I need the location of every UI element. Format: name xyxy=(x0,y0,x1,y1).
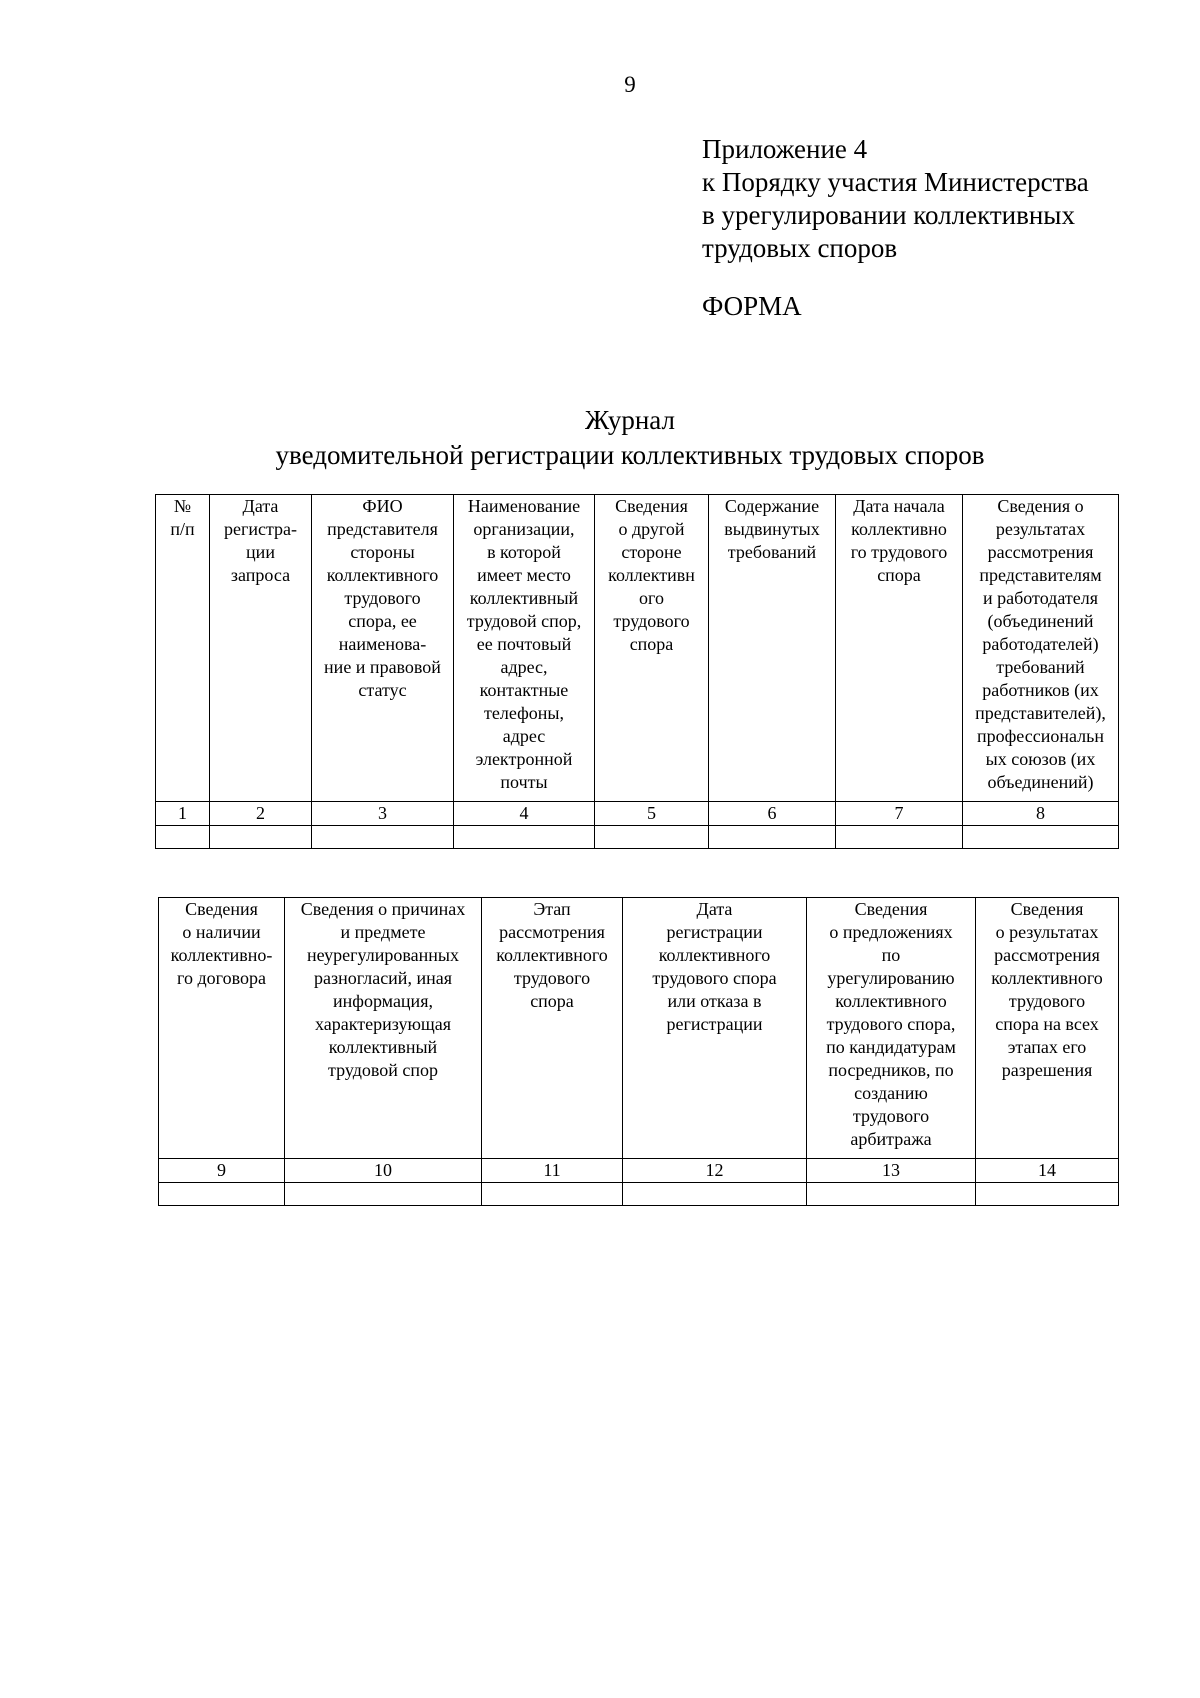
empty-cell xyxy=(210,826,312,849)
empty-cell xyxy=(976,1183,1119,1206)
header-cell-collective-agreement: Сведения о наличии коллективно- го договора xyxy=(159,898,285,1159)
column-number: 9 xyxy=(159,1159,285,1183)
header-cell-employer-results: Сведения о результатах рассмотрения представителям и работодателя (объединений работодателей) требований работников (их представителей), профессиональн ых союзов (их объединений) xyxy=(963,495,1119,802)
appendix-line: к Порядку участия Министерства xyxy=(702,167,1089,197)
appendix-line: Приложение 4 xyxy=(702,134,868,164)
empty-cell xyxy=(595,826,709,849)
empty-row xyxy=(156,826,1119,849)
empty-cell xyxy=(159,1183,285,1206)
header-cell-registration-date: Дата регистрации коллективного трудового спора или отказа в регистрации xyxy=(623,898,807,1159)
empty-cell xyxy=(454,826,595,849)
empty-cell xyxy=(963,826,1119,849)
header-cell-organization: Наименование организации, в которой имеет место коллективный трудовой спор, ее почтовый адрес, контактные телефоны, адрес электронной почты xyxy=(454,495,595,802)
appendix-block xyxy=(702,133,1182,265)
empty-cell xyxy=(623,1183,807,1206)
column-number: 8 xyxy=(963,802,1119,826)
header-cell-stage: Этап рассмотрения коллективного трудового спора xyxy=(482,898,623,1159)
column-number: 4 xyxy=(454,802,595,826)
header-cell-proposals: Сведения о предложениях по урегулированию коллективного трудового спора, по кандидатурам посредников, по созданию трудового арбитража xyxy=(807,898,976,1159)
column-number: 14 xyxy=(976,1159,1119,1183)
form-label: ФОРМА xyxy=(702,291,802,321)
journal-title: Журнал xyxy=(584,405,676,435)
column-number: 11 xyxy=(482,1159,623,1183)
header-cell-reasons: Сведения о причинах и предмете неурегулированных разногласий, иная информация, характеризующая коллективный трудовой спор xyxy=(285,898,482,1159)
header-cell-number: № п/п xyxy=(156,495,210,802)
appendix-line: трудовых споров xyxy=(702,233,898,263)
column-number: 6 xyxy=(709,802,836,826)
column-number: 10 xyxy=(285,1159,482,1183)
column-number: 7 xyxy=(836,802,963,826)
empty-cell xyxy=(709,826,836,849)
empty-cell xyxy=(482,1183,623,1206)
column-number: 2 xyxy=(210,802,312,826)
header-cell-representative: ФИО представителя стороны коллективного трудового спора, ее наименова- ние и правовой статус xyxy=(312,495,454,802)
column-number: 13 xyxy=(807,1159,976,1183)
column-number: 1 xyxy=(156,802,210,826)
header-cell-demands: Содержание выдвинутых требований xyxy=(709,495,836,802)
empty-cell xyxy=(807,1183,976,1206)
empty-cell xyxy=(312,826,454,849)
column-number: 5 xyxy=(595,802,709,826)
column-number: 3 xyxy=(312,802,454,826)
empty-row xyxy=(159,1183,1119,1206)
appendix-line: в урегулировании коллективных xyxy=(702,200,1075,230)
header-cell-start-date: Дата начала коллективно го трудового спора xyxy=(836,495,963,802)
header-cell-other-party: Сведения о другой стороне коллективн ого трудового спора xyxy=(595,495,709,802)
header-cell-request-date: Дата регистра- ции запроса xyxy=(210,495,312,802)
journal-table-part-2 xyxy=(158,897,1119,1206)
empty-cell xyxy=(285,1183,482,1206)
header-cell-results: Сведения о результатах рассмотрения коллективного трудового спора на всех этапах его разрешения xyxy=(976,898,1119,1159)
column-number-row xyxy=(156,802,1119,826)
empty-cell xyxy=(836,826,963,849)
column-number: 12 xyxy=(623,1159,807,1183)
column-number-row xyxy=(159,1159,1119,1183)
header-row xyxy=(156,495,1119,802)
journal-subtitle: уведомительной регистрации коллективных трудовых споров xyxy=(275,440,985,470)
header-row xyxy=(159,898,1119,1159)
journal-table-part-1 xyxy=(155,494,1119,849)
empty-cell xyxy=(156,826,210,849)
page-number: 9 xyxy=(624,72,636,97)
